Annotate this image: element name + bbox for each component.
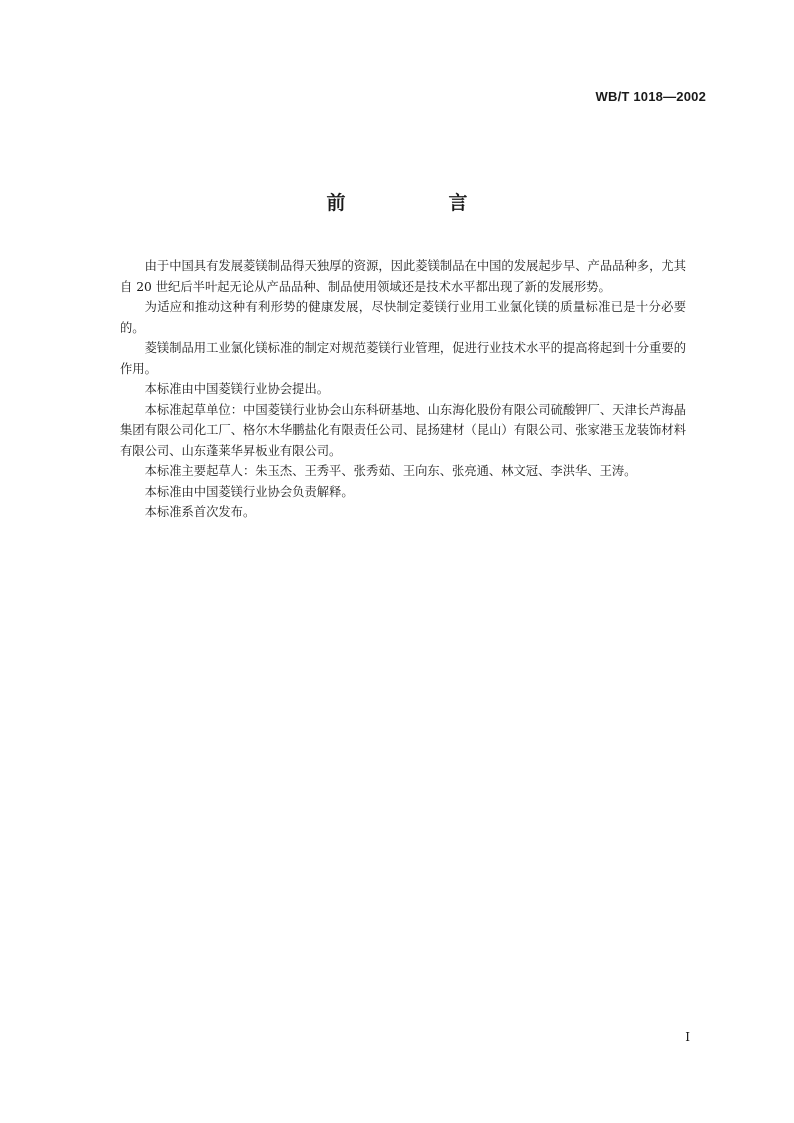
foreword-body (120, 256, 686, 523)
paragraph: 本标准系首次发布。 (144, 505, 256, 519)
paragraph: 由于中国具有发展菱镁制品得天独厚的资源，因此菱镁制品在中国的发展起步早、产品品种多，尤其自 20 世纪后半叶起无论从产品品种、制品使用领域还是技术水平都出现了新的发展形势。 (120, 259, 686, 294)
paragraph: 本标准由中国菱镁行业协会提出。 (144, 382, 330, 396)
paragraph: 本标准起草单位：中国菱镁行业协会山东科研基地、山东海化股份有限公司硫酸钾厂、天津长芦海晶集团有限公司化工厂、格尔木华鹏盐化有限责任公司、昆扬建材（昆山）有限公司、张家港玉龙装饰材料有限公司、山东蓬莱华昇板业有限公司。 (120, 402, 686, 458)
paragraph: 菱镁制品用工业氯化镁标准的制定对规范菱镁行业管理，促进行业技术水平的提高将起到十分重要的作用。 (120, 341, 686, 376)
paragraph: 为适应和推动这种有利形势的健康发展，尽快制定菱镁行业用工业氯化镁的质量标准已是十分必要的。 (120, 300, 686, 335)
paragraph: 本标准主要起草人：朱玉杰、王秀平、张秀茹、王向东、张亮通、林文冠、李洪华、王涛。 (144, 464, 637, 478)
page-title: 前 言 (326, 192, 510, 214)
paragraph: 本标准由中国菱镁行业协会负责解释。 (144, 484, 354, 499)
standard-code: WB/T 1018—2002 (595, 89, 706, 104)
page-number: I (685, 1030, 690, 1044)
